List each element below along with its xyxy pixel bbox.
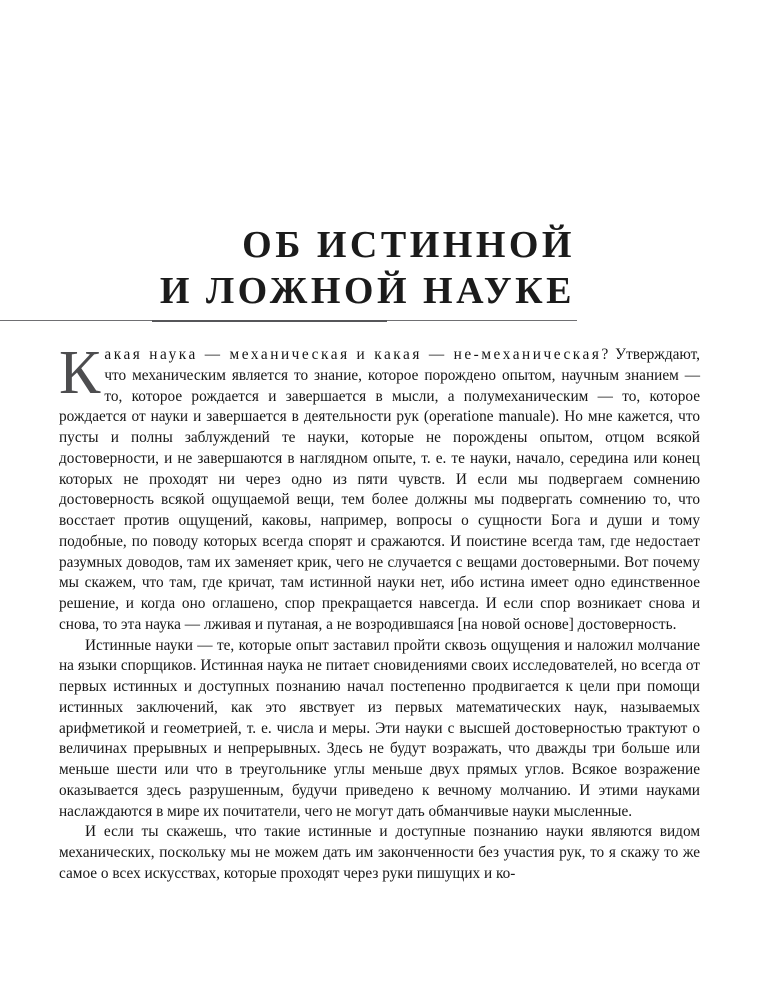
paragraph-2-body: Истинные науки — те, которые опыт заставил пройти сквозь ощущения и наложил молчание на языки спорщиков. Истинная наука не питает сновидениями своих исследователей, но всегда от первых истинных и доступных познанию начал постепенно продвигается к цели при помощи истинных заключений, как это явствует из первых математических наук, называемых арифметикой и геометрией, т. е. числа и меры. Эти науки с высшей достоверностью трактуют о величинах прерывных и непрерывных. Здесь не будут возражать, что дважды три больше или меньше шести или что в треугольнике углы меньше двух прямых углов. Всякое возражение оказывается здесь разрушенным, будучи приведено к вечному молчанию. И этими науками наслаждаются в мире их почитатели, чего не могут дать обманчивые науки мысленные. bbox=[59, 636, 700, 820]
body-text-column bbox=[59, 339, 700, 885]
paragraph-3 bbox=[59, 822, 700, 884]
chapter-title-line-2: И ЛОЖНОЙ НАУКЕ bbox=[159, 270, 575, 312]
paragraph-1 bbox=[59, 339, 700, 636]
paragraph-3-body: И если ты скажешь, что такие истинные и доступные познанию науки являются видом механических, поскольку мы не можем дать им законченности без участия рук, то я скажу то же самое о всех искусствах, которые проходят через руки пишущих и ко- bbox=[59, 823, 700, 882]
paragraph-1-body: Утверждают, что механическим является то знание, которое порождено опытом, научным знанием — то, которое рождается и завершается в мысли, а полумеханическим — то, которое рождается от науки и завершается в деятельности рук (operatione manuale). Но мне кажется, что пусты и полны заблуждений те науки, которые не порождены опытом, отцом всякой достоверности, и не завершаются в наглядном опыте, т. е. те науки, начало, середина или конец которых не проходят ни через одно из пяти чувств. И если мы подвергаем сомнению достоверность всякой ощущаемой вещи, тем более должны мы подвергать сомнению то, что восстает против ощущений, каковы, например, вопросы о сущности Бога и души и тому подобные, по поводу которых всегда спорят и сражаются. И поистине всегда там, где недостает разумных доводов, там их заменяет крик, чего не случается с вещами достоверными. Вот почему мы скажем, что там, где кричат, там истинной науки нет, ибо истина имеет одно единственное решение, и когда оно оглашено, спор прекращается навсегда. И если спор возникает снова и снова, то эта наука — лживая и путаная, а не возродившаяся [на новой основе] достоверность. bbox=[59, 346, 700, 633]
chapter-title bbox=[0, 222, 577, 314]
paragraph-1-opening: акая наука — механическая и какая — не-механическая? bbox=[104, 346, 611, 363]
title-divider-rule-accent bbox=[152, 320, 387, 322]
drop-cap-letter: К bbox=[59, 339, 101, 407]
paragraph-2 bbox=[59, 636, 700, 823]
chapter-title-line-1: ОБ ИСТИННОЙ bbox=[242, 224, 575, 266]
